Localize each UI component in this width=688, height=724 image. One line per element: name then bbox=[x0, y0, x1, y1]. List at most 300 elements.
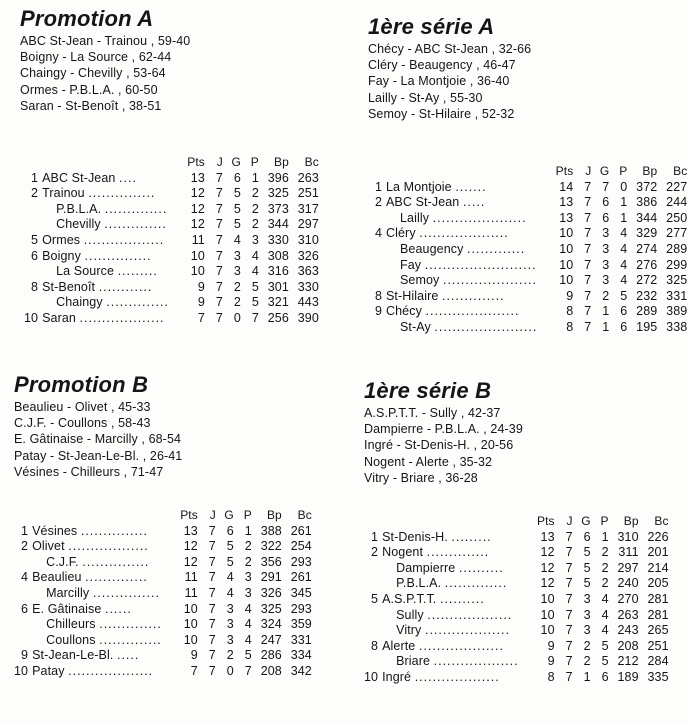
table-row bbox=[364, 608, 669, 624]
result-line: Ormes - P.B.L.A. , 60-50 bbox=[20, 82, 158, 97]
team-cell bbox=[28, 648, 162, 664]
g-cell: 3 bbox=[583, 607, 591, 622]
pts-cell: 10 bbox=[540, 591, 555, 606]
section-heading: 1ère série A bbox=[368, 14, 495, 39]
pts-cell: 13 bbox=[540, 529, 555, 544]
table-row bbox=[24, 202, 319, 218]
j-cell: 7 bbox=[565, 545, 573, 560]
j-cell: 7 bbox=[565, 529, 573, 544]
section-heading: Promotion B bbox=[14, 372, 149, 397]
rank-cell: 2 bbox=[371, 545, 379, 560]
bc-cell: 299 bbox=[666, 257, 688, 272]
g-cell: 5 bbox=[583, 560, 591, 575]
bc-cell: 325 bbox=[666, 273, 688, 288]
dot-leader: .......... bbox=[458, 560, 504, 575]
g-cell: 2 bbox=[233, 295, 241, 310]
result-line: E. Gâtinaise - Marcilly , 68-54 bbox=[14, 432, 182, 447]
bc-cell: 289 bbox=[666, 241, 688, 256]
table-row bbox=[364, 639, 669, 655]
bp-cell: 308 bbox=[267, 248, 289, 263]
j-cell: 7 bbox=[215, 295, 223, 310]
p-cell: 4 bbox=[620, 241, 628, 256]
section-promotion-a bbox=[20, 6, 350, 114]
rank-cell bbox=[368, 273, 382, 289]
team-cell bbox=[38, 202, 169, 218]
dot-leader: ............... bbox=[92, 585, 160, 600]
j-cell: 7 bbox=[565, 560, 573, 575]
dot-leader: .............. bbox=[106, 295, 169, 310]
team-name: Chaingy bbox=[56, 295, 103, 310]
team-name: Dampierre bbox=[396, 560, 456, 575]
results-list bbox=[20, 33, 350, 114]
p-cell: 2 bbox=[251, 201, 259, 216]
g-cell: 2 bbox=[602, 288, 610, 303]
j-cell: 7 bbox=[208, 632, 216, 647]
p-cell: 4 bbox=[251, 264, 259, 279]
j-cell: 7 bbox=[208, 570, 216, 585]
section-1ere-serie-a bbox=[368, 14, 678, 122]
team-cell bbox=[28, 539, 162, 555]
dot-leader: .... bbox=[119, 170, 137, 185]
rank-cell bbox=[14, 586, 28, 602]
bp-cell: 291 bbox=[260, 570, 282, 585]
dot-leader: ................... bbox=[79, 310, 165, 325]
team-cell bbox=[38, 233, 169, 249]
g-cell: 4 bbox=[233, 232, 241, 247]
result-line: Ingré - St-Denis-H. , 20-56 bbox=[364, 438, 514, 453]
column-header-bc: Bc bbox=[673, 164, 688, 178]
pts-cell: 12 bbox=[540, 576, 555, 591]
j-cell: 7 bbox=[584, 179, 592, 194]
table-row bbox=[364, 592, 669, 608]
standings-table-1ere-serie-a bbox=[368, 164, 687, 336]
results-list bbox=[368, 41, 678, 122]
dot-leader: .............. bbox=[104, 201, 168, 216]
standings-table-promotion-b bbox=[14, 508, 312, 680]
dot-leader: .............. bbox=[444, 576, 508, 591]
pts-cell: 11 bbox=[191, 232, 205, 247]
rank-cell bbox=[368, 211, 382, 227]
team-name: Marcilly bbox=[46, 585, 90, 600]
bp-cell: 344 bbox=[636, 210, 658, 225]
table-row bbox=[14, 586, 312, 602]
table-row bbox=[364, 530, 669, 546]
team-header bbox=[28, 508, 162, 524]
team-name: St-Denis-H. bbox=[382, 529, 448, 544]
bp-cell: 256 bbox=[267, 310, 289, 325]
rank-cell bbox=[368, 242, 382, 258]
p-cell: 4 bbox=[601, 623, 609, 638]
rank-cell: 8 bbox=[374, 288, 382, 303]
dot-leader: ............. bbox=[467, 241, 526, 256]
result-line: Lailly - St-Ay , 55-30 bbox=[368, 90, 483, 105]
p-cell: 5 bbox=[601, 638, 609, 653]
column-header-bp: Bp bbox=[623, 514, 639, 528]
team-cell bbox=[378, 561, 519, 577]
pts-cell: 12 bbox=[183, 539, 198, 554]
bc-cell: 293 bbox=[290, 601, 312, 616]
g-cell: 5 bbox=[233, 217, 241, 232]
dot-leader: ......................... bbox=[424, 257, 537, 272]
p-cell: 2 bbox=[244, 539, 252, 554]
p-cell: 4 bbox=[620, 257, 628, 272]
team-cell bbox=[28, 602, 162, 618]
rank-cell: 8 bbox=[31, 279, 39, 294]
results-list bbox=[14, 399, 344, 480]
rank-cell: 4 bbox=[374, 226, 382, 241]
pts-cell: 10 bbox=[559, 241, 574, 256]
team-name: Ormes bbox=[42, 232, 81, 247]
bp-cell: 195 bbox=[636, 319, 658, 334]
j-cell: 7 bbox=[565, 669, 573, 684]
j-cell: 7 bbox=[584, 226, 592, 241]
bp-cell: 329 bbox=[636, 226, 658, 241]
table-row bbox=[364, 545, 669, 561]
table-row bbox=[24, 249, 319, 265]
team-cell bbox=[382, 242, 537, 258]
team-name: Ingré bbox=[382, 669, 412, 684]
table-row bbox=[368, 289, 687, 305]
bc-cell: 390 bbox=[297, 310, 319, 325]
section-promotion-b bbox=[14, 372, 344, 480]
team-cell bbox=[382, 304, 537, 320]
team-cell bbox=[378, 670, 519, 686]
table-row bbox=[24, 186, 319, 202]
team-name: Saran bbox=[42, 310, 76, 325]
bc-cell: 345 bbox=[290, 585, 312, 600]
team-cell bbox=[382, 180, 537, 196]
column-header-g: G bbox=[581, 514, 591, 528]
g-cell: 4 bbox=[226, 585, 234, 600]
team-cell bbox=[382, 226, 537, 242]
team-name: Beaulieu bbox=[32, 570, 82, 585]
rank-header bbox=[364, 514, 378, 530]
bc-cell: 334 bbox=[290, 648, 312, 663]
bc-cell: 293 bbox=[290, 554, 312, 569]
table-row bbox=[368, 304, 687, 320]
team-cell bbox=[378, 592, 519, 608]
dot-leader: ......... bbox=[117, 264, 158, 279]
team-name: Cléry bbox=[386, 226, 416, 241]
team-name: Chevilly bbox=[56, 217, 101, 232]
result-line: Saran - St-Benoît , 38-51 bbox=[20, 98, 162, 113]
dot-leader: ............... bbox=[88, 186, 156, 201]
team-cell bbox=[382, 320, 537, 336]
p-cell: 5 bbox=[601, 654, 609, 669]
pts-cell: 12 bbox=[183, 554, 198, 569]
rank-cell: 2 bbox=[374, 195, 382, 210]
dot-leader: .................... bbox=[419, 226, 509, 241]
column-header-j: J bbox=[209, 508, 216, 522]
bp-cell: 372 bbox=[636, 179, 658, 194]
rank-cell: 9 bbox=[374, 304, 382, 319]
result-line: Patay - St-Jean-Le-Bl. , 26-41 bbox=[14, 448, 183, 463]
j-cell: 7 bbox=[208, 663, 216, 678]
column-header-bc: Bc bbox=[654, 514, 669, 528]
pts-cell: 10 bbox=[183, 601, 198, 616]
dot-leader: .............. bbox=[99, 632, 162, 647]
team-name: ABC St-Jean bbox=[386, 195, 460, 210]
g-cell: 3 bbox=[226, 632, 234, 647]
table-row bbox=[368, 242, 687, 258]
team-cell bbox=[378, 576, 519, 592]
bc-cell: 201 bbox=[647, 545, 669, 560]
table-row bbox=[14, 648, 312, 664]
pts-cell: 13 bbox=[559, 210, 574, 225]
g-cell: 6 bbox=[602, 195, 610, 210]
j-cell: 7 bbox=[584, 257, 592, 272]
result-line: A.S.P.T.T. - Sully , 42-37 bbox=[364, 406, 501, 420]
j-cell: 7 bbox=[584, 319, 592, 334]
bp-cell: 208 bbox=[260, 663, 282, 678]
dot-leader: ....................... bbox=[434, 319, 538, 334]
dot-leader: .................. bbox=[68, 539, 149, 554]
pts-cell: 11 bbox=[184, 585, 198, 600]
dot-leader: ............... bbox=[80, 523, 148, 538]
bp-cell: 322 bbox=[260, 539, 282, 554]
team-cell bbox=[38, 249, 169, 265]
pts-cell: 7 bbox=[190, 663, 198, 678]
pts-cell: 13 bbox=[190, 170, 205, 185]
team-name: A.S.P.T.T. bbox=[382, 591, 437, 606]
pts-cell: 9 bbox=[547, 638, 555, 653]
rank-cell bbox=[24, 202, 38, 218]
bp-cell: 272 bbox=[636, 273, 658, 288]
standings-table-1ere-serie-b bbox=[364, 514, 669, 686]
bc-cell: 251 bbox=[297, 186, 319, 201]
rank-header bbox=[14, 508, 28, 524]
g-cell: 6 bbox=[583, 529, 591, 544]
rank-cell: 10 bbox=[24, 310, 39, 325]
rank-cell bbox=[364, 561, 378, 577]
j-cell: 7 bbox=[208, 601, 216, 616]
j-cell: 7 bbox=[215, 170, 223, 185]
column-header-p: P bbox=[600, 514, 609, 528]
team-cell bbox=[378, 545, 519, 561]
p-cell: 4 bbox=[244, 617, 252, 632]
team-cell bbox=[382, 195, 537, 211]
rank-cell: 2 bbox=[31, 186, 39, 201]
g-cell: 2 bbox=[226, 648, 234, 663]
j-cell: 7 bbox=[565, 576, 573, 591]
column-header-g: G bbox=[231, 155, 241, 169]
team-cell bbox=[378, 654, 519, 670]
pts-cell: 9 bbox=[190, 648, 198, 663]
dot-leader: ............... bbox=[82, 554, 150, 569]
rank-cell bbox=[24, 217, 38, 233]
team-name: ABC St-Jean bbox=[42, 170, 116, 185]
column-header-p: P bbox=[250, 155, 259, 169]
bp-cell: 325 bbox=[260, 601, 282, 616]
team-name: Chilleurs bbox=[46, 617, 96, 632]
team-name: Nogent bbox=[382, 545, 424, 560]
team-cell bbox=[382, 273, 537, 289]
team-cell bbox=[382, 289, 537, 305]
g-cell: 3 bbox=[226, 601, 234, 616]
table-row bbox=[24, 233, 319, 249]
team-name: St-Jean-Le-Bl. bbox=[32, 648, 114, 663]
bc-cell: 338 bbox=[666, 319, 688, 334]
pts-cell: 13 bbox=[183, 523, 198, 538]
rank-cell bbox=[14, 633, 28, 649]
p-cell: 3 bbox=[244, 585, 252, 600]
team-cell bbox=[28, 524, 162, 540]
team-name: P.B.L.A. bbox=[396, 576, 442, 591]
p-cell: 7 bbox=[244, 663, 252, 678]
team-cell bbox=[378, 623, 519, 639]
j-cell: 7 bbox=[208, 554, 216, 569]
team-name: St-Ay bbox=[400, 319, 431, 334]
j-cell: 7 bbox=[215, 232, 223, 247]
bc-cell: 284 bbox=[647, 654, 669, 669]
result-line: ABC St-Jean - Trainou , 59-40 bbox=[20, 34, 191, 48]
bp-cell: 324 bbox=[260, 617, 282, 632]
team-name: C.J.F. bbox=[46, 554, 79, 569]
rank-cell bbox=[24, 264, 38, 280]
p-cell: 4 bbox=[620, 273, 628, 288]
rank-header bbox=[24, 155, 38, 171]
pts-cell: 12 bbox=[190, 186, 205, 201]
column-header-j: J bbox=[566, 514, 573, 528]
dot-leader: ................... bbox=[418, 638, 504, 653]
team-header bbox=[38, 155, 169, 171]
bc-cell: 254 bbox=[290, 539, 312, 554]
bc-cell: 205 bbox=[647, 576, 669, 591]
g-cell: 3 bbox=[602, 241, 610, 256]
p-cell: 3 bbox=[251, 232, 259, 247]
g-cell: 1 bbox=[602, 319, 610, 334]
team-cell bbox=[382, 258, 537, 274]
team-cell bbox=[378, 530, 519, 546]
j-cell: 7 bbox=[565, 591, 573, 606]
bc-cell: 214 bbox=[647, 560, 669, 575]
p-cell: 4 bbox=[601, 591, 609, 606]
bp-cell: 311 bbox=[618, 545, 639, 560]
bc-cell: 251 bbox=[647, 638, 669, 653]
dot-leader: ................... bbox=[433, 654, 519, 669]
rank-cell bbox=[24, 295, 38, 311]
team-name: St-Hilaire bbox=[386, 288, 439, 303]
result-line: Beaulieu - Olivet , 45-33 bbox=[14, 400, 151, 414]
team-cell bbox=[38, 280, 169, 296]
p-cell: 1 bbox=[620, 210, 628, 225]
rank-cell: 6 bbox=[31, 248, 39, 263]
table-row bbox=[14, 617, 312, 633]
bp-cell: 240 bbox=[617, 576, 639, 591]
dot-leader: ................... bbox=[68, 663, 154, 678]
bp-cell: 276 bbox=[636, 257, 658, 272]
rank-cell: 8 bbox=[371, 638, 379, 653]
table-row bbox=[364, 654, 669, 670]
bc-cell: 331 bbox=[666, 288, 688, 303]
table-row bbox=[14, 555, 312, 571]
team-header bbox=[382, 164, 537, 180]
table-row bbox=[368, 320, 687, 336]
table-row bbox=[24, 280, 319, 296]
dot-leader: .............. bbox=[85, 570, 148, 585]
bp-cell: 344 bbox=[267, 217, 289, 232]
result-line: Fay - La Montjoie , 36-40 bbox=[368, 74, 510, 89]
rank-cell: 1 bbox=[371, 529, 379, 544]
dot-leader: ..................... bbox=[432, 210, 527, 225]
g-cell: 4 bbox=[226, 570, 234, 585]
p-cell: 0 bbox=[620, 179, 628, 194]
result-line: Chaingy - Chevilly , 53-64 bbox=[20, 66, 166, 81]
rank-cell: 10 bbox=[14, 663, 29, 678]
pts-cell: 12 bbox=[540, 545, 555, 560]
rank-cell: 4 bbox=[21, 570, 29, 585]
bp-cell: 310 bbox=[617, 529, 639, 544]
p-cell: 5 bbox=[244, 648, 252, 663]
table-header-row bbox=[364, 514, 669, 530]
bp-cell: 316 bbox=[267, 264, 289, 279]
pts-cell: 10 bbox=[559, 226, 574, 241]
j-cell: 7 bbox=[215, 186, 223, 201]
table-row bbox=[24, 171, 319, 187]
p-cell: 1 bbox=[620, 195, 628, 210]
result-line: C.J.F. - Coullons , 58-43 bbox=[14, 416, 151, 431]
column-header-bp: Bp bbox=[273, 155, 289, 169]
bc-cell: 330 bbox=[297, 279, 319, 294]
dot-leader: ..... bbox=[462, 195, 486, 210]
j-cell: 7 bbox=[215, 201, 223, 216]
team-cell bbox=[378, 608, 519, 624]
j-cell: 7 bbox=[565, 638, 573, 653]
p-cell: 2 bbox=[601, 545, 609, 560]
p-cell: 5 bbox=[251, 295, 259, 310]
j-cell: 7 bbox=[584, 273, 592, 288]
rank-cell: 1 bbox=[21, 523, 29, 538]
bc-cell: 317 bbox=[297, 201, 319, 216]
p-cell: 4 bbox=[244, 601, 252, 616]
j-cell: 7 bbox=[208, 523, 216, 538]
pts-cell: 9 bbox=[197, 279, 205, 294]
dot-leader: .............. bbox=[441, 288, 505, 303]
pts-cell: 11 bbox=[184, 570, 198, 585]
results-list bbox=[364, 405, 674, 486]
p-cell: 2 bbox=[251, 186, 259, 201]
team-name: Coullons bbox=[46, 632, 96, 647]
bc-cell: 261 bbox=[290, 523, 312, 538]
rank-cell: 2 bbox=[21, 539, 29, 554]
g-cell: 0 bbox=[226, 663, 234, 678]
rank-cell: 1 bbox=[31, 170, 39, 185]
result-line: Semoy - St-Hilaire , 52-32 bbox=[368, 106, 515, 121]
g-cell: 2 bbox=[583, 654, 591, 669]
table-row bbox=[24, 295, 319, 311]
table-row bbox=[368, 258, 687, 274]
dot-leader: ..................... bbox=[425, 304, 520, 319]
table-row bbox=[14, 664, 312, 680]
bp-cell: 326 bbox=[260, 585, 282, 600]
table-row bbox=[364, 561, 669, 577]
table-row bbox=[368, 180, 687, 196]
pts-cell: 8 bbox=[547, 669, 555, 684]
column-header-pts: Pts bbox=[537, 514, 555, 528]
j-cell: 7 bbox=[208, 617, 216, 632]
table-row bbox=[14, 602, 312, 618]
rank-cell: 6 bbox=[21, 601, 29, 616]
j-cell: 7 bbox=[584, 210, 592, 225]
bc-cell: 335 bbox=[647, 669, 669, 684]
j-cell: 7 bbox=[215, 217, 223, 232]
bc-cell: 359 bbox=[290, 617, 312, 632]
column-header-j: J bbox=[216, 155, 223, 169]
dot-leader: ................... bbox=[414, 669, 500, 684]
j-cell: 7 bbox=[584, 288, 592, 303]
bc-cell: 226 bbox=[647, 529, 669, 544]
pts-cell: 10 bbox=[190, 248, 205, 263]
